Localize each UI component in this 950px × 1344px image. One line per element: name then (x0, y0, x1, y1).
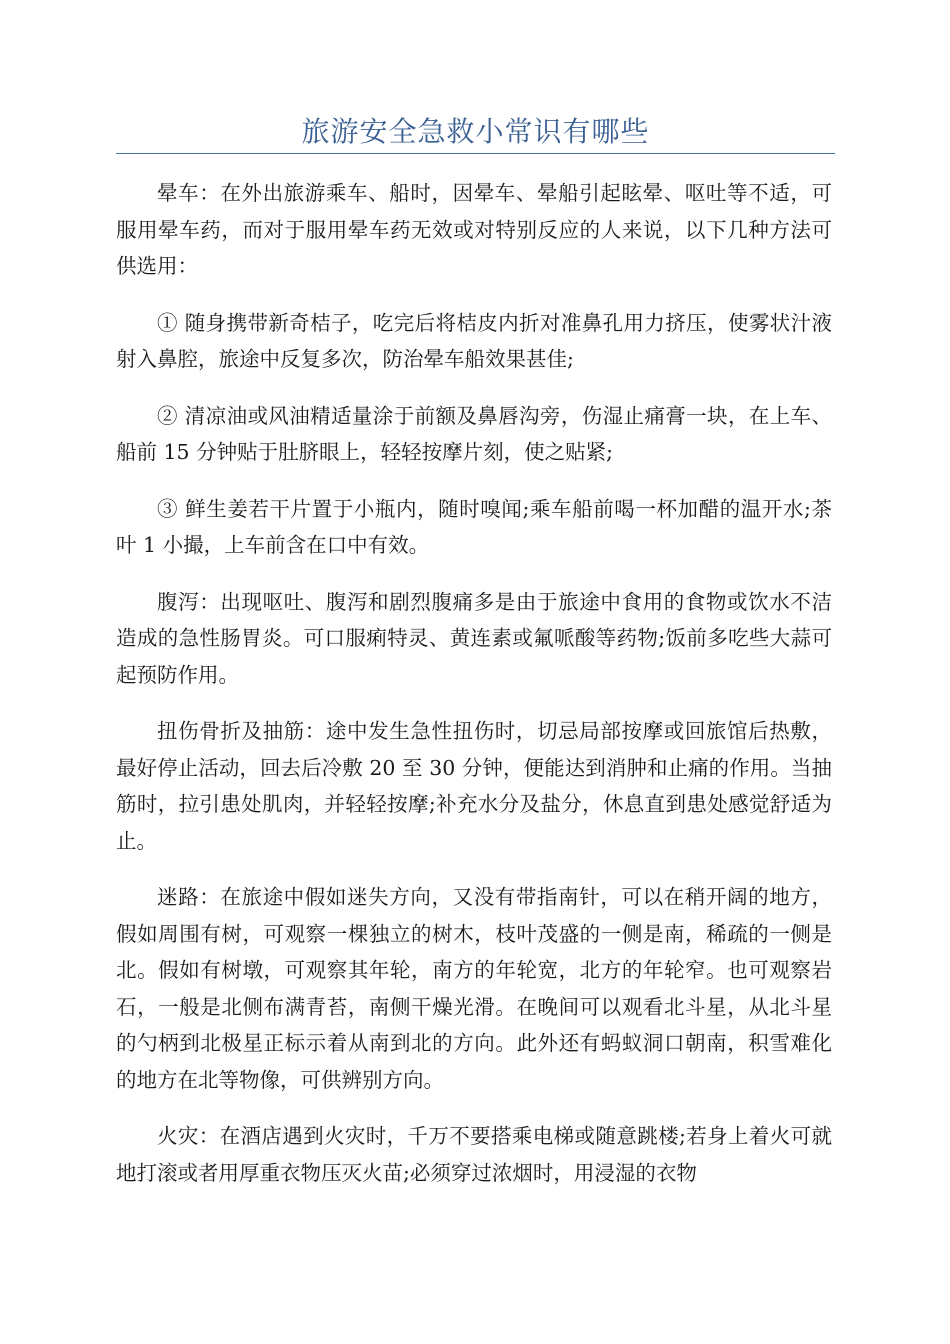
paragraph-lost: 迷路：在旅途中假如迷失方向，又没有带指南针，可以在稍开阔的地方，假如周围有树，可观察一棵独立的树木，枝叶茂盛的一侧是南，稀疏的一侧是北。假如有树墩，可观察其年轮，南方的年轮宽，北方的年轮窄。也可观察岩石，一般是北侧布满青苔，南侧干燥光滑。在晚间可以观看北斗星，从北斗星的勺柄到北极星正标示着从南到北的方向。此外还有蚂蚁洞口朝南，积雪难化的地方在北等物像，可供辨别方向。 (116, 885, 832, 1092)
paragraph-fire: 火灾：在酒店遇到火灾时，千万不要搭乘电梯或随意跳楼;若身上着火可就地打滚或者用厚重衣物压灭火苗;必须穿过浓烟时，用浸湿的衣物 (116, 1124, 832, 1185)
document-body (116, 175, 832, 1211)
paragraph-tip-ointment: ② 清凉油或风油精适量涂于前额及鼻唇沟旁，伤湿止痛膏一块，在上车、船前 15 分钟贴于肚脐眼上，轻轻按摩片刻，使之贴紧; (116, 403, 832, 464)
paragraph-tip-orange-peel: ① 随身携带新奇桔子，吃完后将桔皮内折对准鼻孔用力挤压，使雾状汁液射入鼻腔，旅途中反复多次，防治晕车船效果甚佳; (116, 310, 832, 371)
paragraph-diarrhea: 腹泻：出现呕吐、腹泻和剧烈腹痛多是由于旅途中食用的食物或饮水不洁造成的急性肠胃炎。可口服痢特灵、黄连素或氟哌酸等药物;饭前多吃些大蒜可起预防作用。 (116, 589, 832, 687)
paragraph-tip-ginger: ③ 鲜生姜若干片置于小瓶内，随时嗅闻;乘车船前喝一杯加醋的温开水;茶叶 1 小撮，上车前含在口中有效。 (116, 496, 832, 557)
paragraph-motion-sickness: 晕车：在外出旅游乘车、船时，因晕车、晕船引起眩晕、呕吐等不适，可服用晕车药，而对于服用晕车药无效或对特别反应的人来说，以下几种方法可供选用： (116, 181, 832, 278)
paragraph-sprain-cramp: 扭伤骨折及抽筋：途中发生急性扭伤时，切忌局部按摩或回旅馆后热敷，最好停止活动，回去后冷敷 20 至 30 分钟，便能达到消肿和止痛的作用。当抽筋时，拉引患处肌肉，并轻轻按摩;补充水分及盐分，休息直到患处感觉舒适为止。 (116, 719, 832, 853)
title-underline (116, 153, 835, 154)
document-title: 旅游安全急救小常识有哪些 (301, 115, 650, 148)
